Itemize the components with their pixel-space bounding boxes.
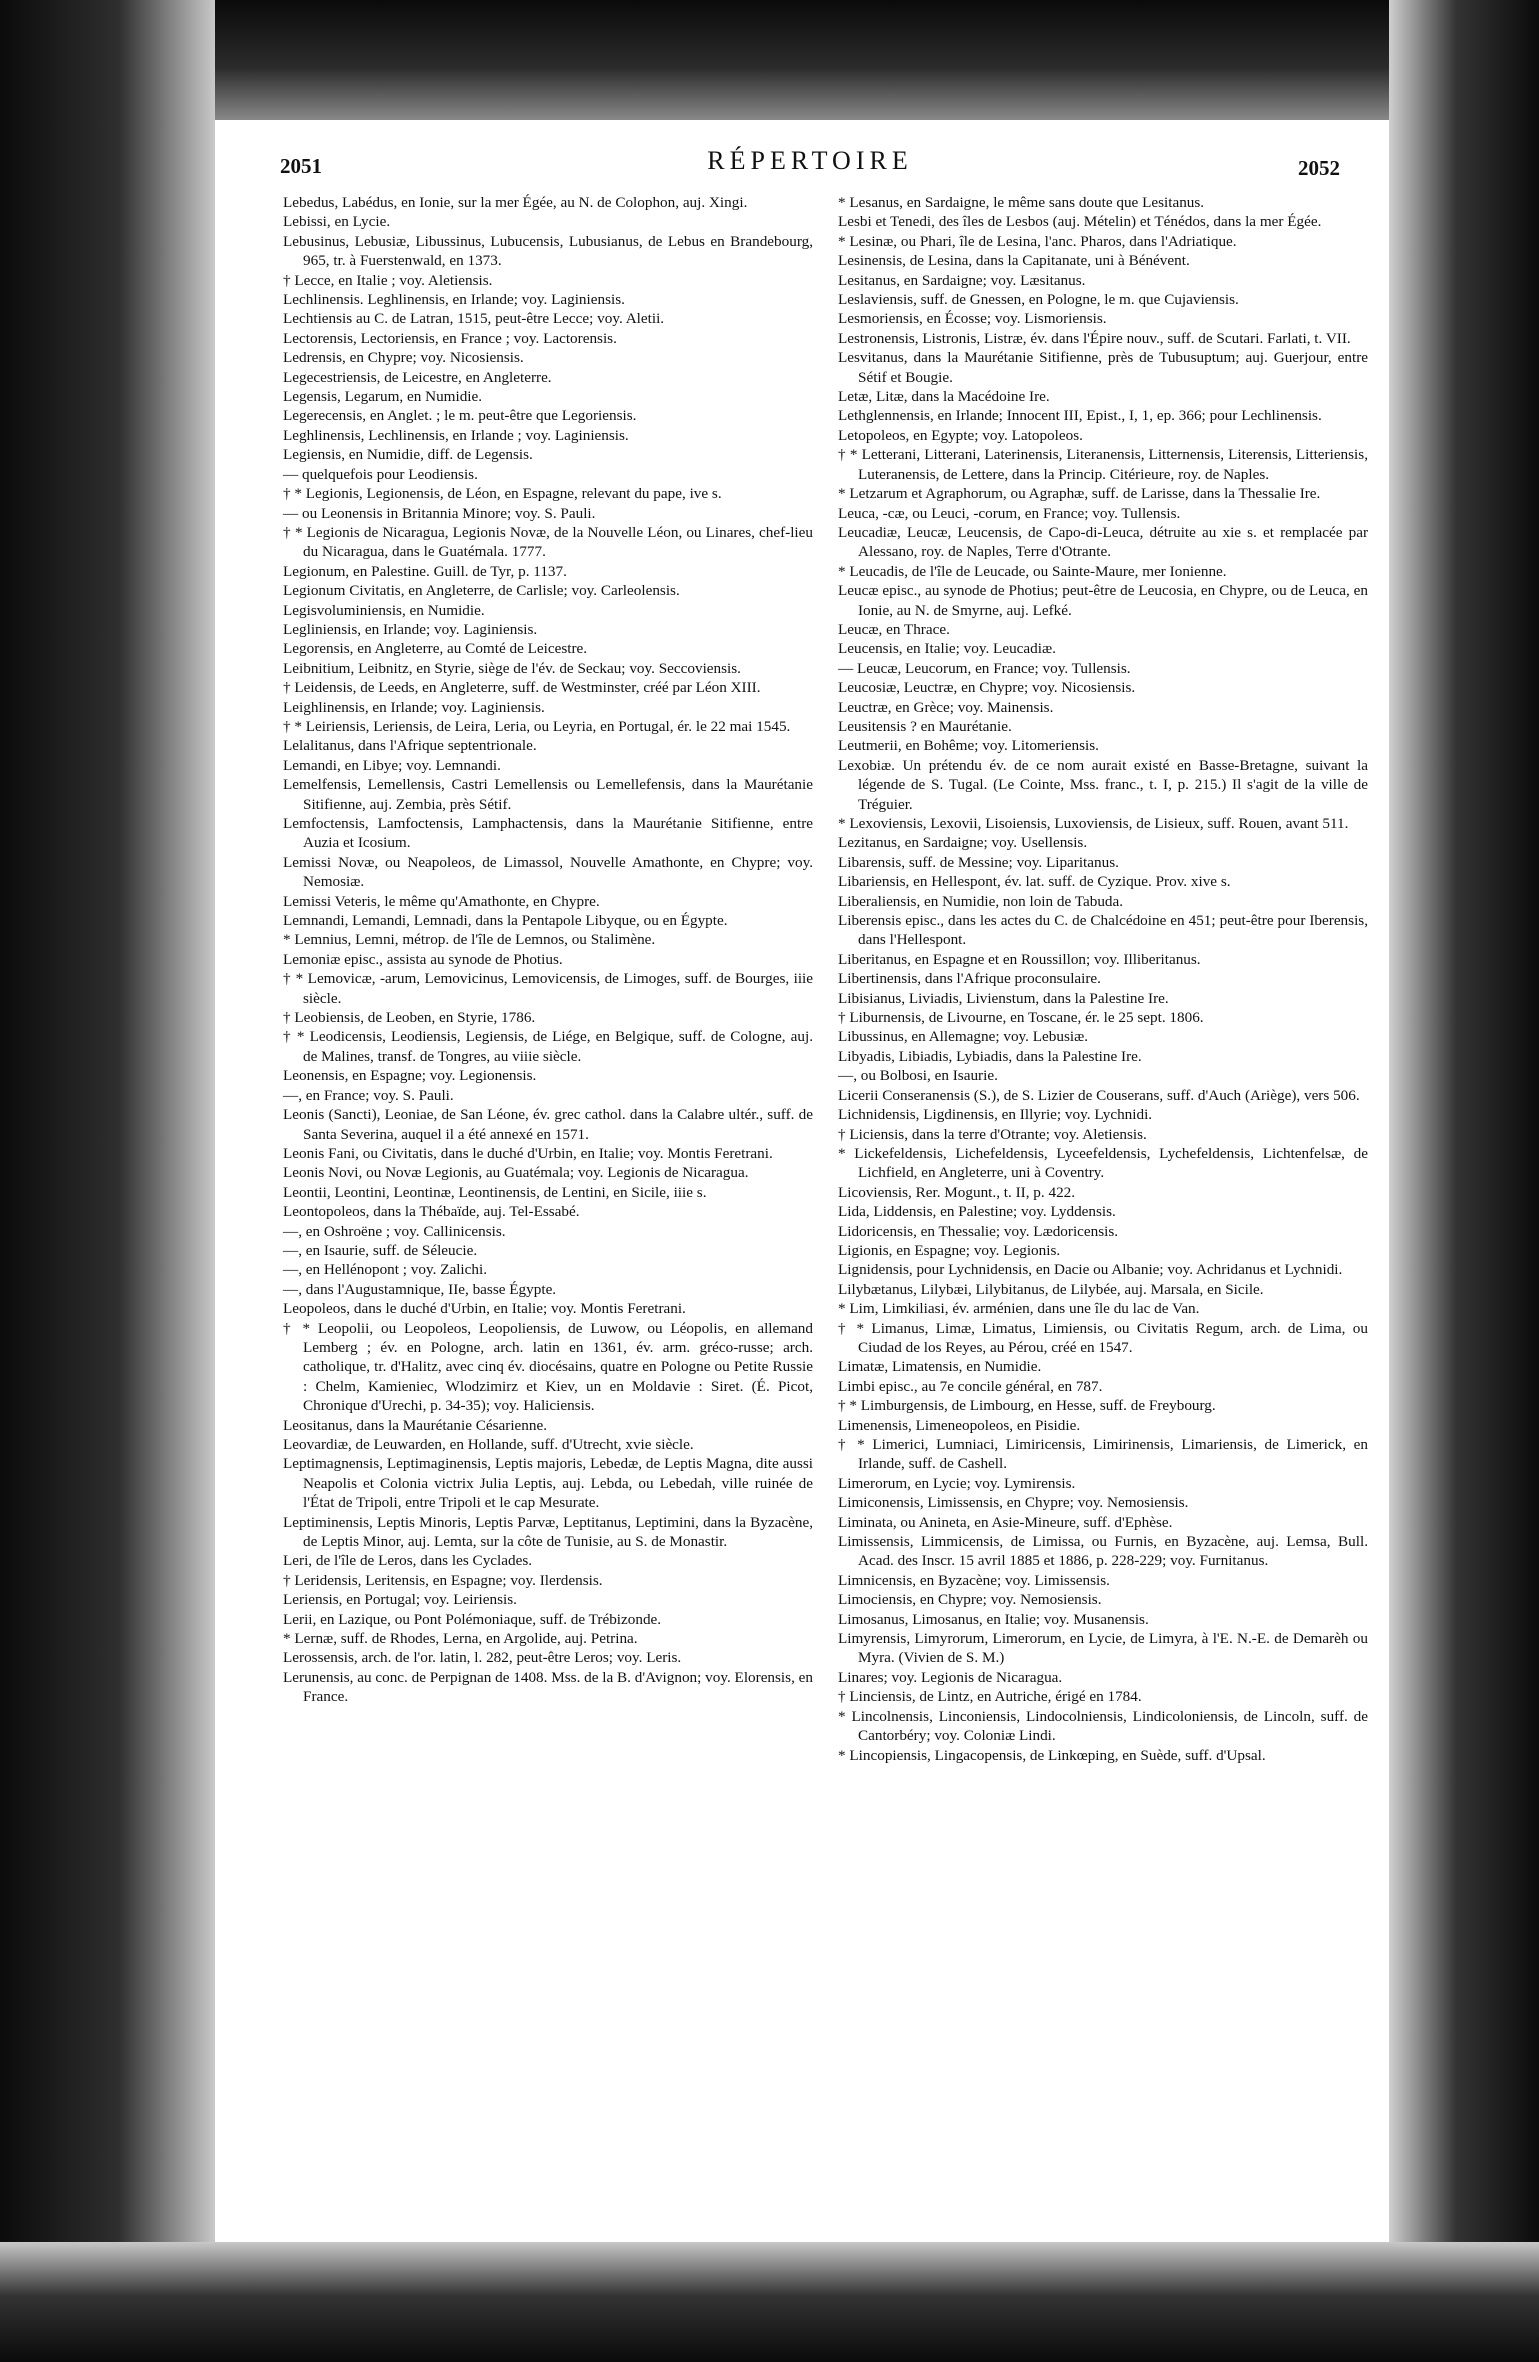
index-entry: Leonensis, en Espagne; voy. Legionensis. [283, 1067, 537, 1085]
index-entry: Lechlinensis. Leghlinensis, en Irlande; voy. Laginiensis. [283, 291, 625, 309]
index-entry: Ligionis, en Espagne; voy. Legionis. [838, 1241, 1061, 1259]
index-entry: * Lincolnensis, Linconiensis, Lindocolniensis, Lindicoloniensis, de Lincoln, suff. de Cantorbéry; voy. Coloniæ Lindi. [838, 1707, 1368, 1745]
index-entry: Liberaliensis, en Numidie, non loin de Tabuda. [838, 892, 1124, 910]
index-entry: Lesmoriensis, en Écosse; voy. Lismoriensis. [838, 310, 1107, 328]
index-entry: Leutmerii, en Bohême; voy. Litomeriensis. [838, 737, 1099, 755]
index-entry: Limiconensis, Limissensis, en Chypre; voy. Nemosiensis. [838, 1494, 1189, 1512]
index-entry: Limatæ, Limatensis, en Numidie. [838, 1358, 1042, 1376]
index-entry: Lestronensis, Listronis, Listræ, év. dans l'Épire nouv., suff. de Scutari. Farlati, t. VII. [838, 329, 1351, 347]
index-entry: Lemissi Novæ, ou Neapoleos, de Limassol, Nouvelle Amathonte, en Chypre; voy. Nemosiæ. [283, 853, 813, 891]
index-entry: Lemandi, en Libye; voy. Lemnandi. [283, 756, 501, 774]
index-entry: Lesinensis, de Lesina, dans la Capitanate, uni à Bénévent. [838, 252, 1190, 270]
index-entry: Limenensis, Limeneopoleos, en Pisidie. [838, 1416, 1081, 1434]
index-entry: — quelquefois pour Leodiensis. [283, 465, 478, 483]
index-entry: Libarensis, suff. de Messine; voy. Liparitanus. [838, 853, 1119, 871]
index-entry: Libisianus, Liviadis, Livienstum, dans la Palestine Ire. [838, 989, 1169, 1007]
index-entry: † * Letterani, Litterani, Laterinensis, Literanensis, Litternensis, Literensis, Litteriensis, Luteranensis, de Lettere, dans la Princip. Citérieure, roy. de Naples. [838, 446, 1368, 483]
index-entry: † Leobiensis, de Leoben, en Styrie, 1786. [283, 1009, 536, 1027]
index-entry: Leghlinensis, Lechlinensis, en Irlande ; voy. Laginiensis. [283, 426, 629, 444]
index-entry: Lilybætanus, Lilybæi, Lilybitanus, de Lilybée, auj. Marsala, en Sicile. [838, 1280, 1264, 1298]
index-entry: Lemoniæ episc., assista au synode de Photius. [283, 950, 563, 968]
index-entry: Lesbi et Tenedi, des îles de Lesbos (auj. Mételin) et Ténédos, dans la mer Égée. [838, 213, 1322, 231]
index-entry: Leptimagnensis, Leptimaginensis, Leptis majoris, Lebedæ, de Leptis Magna, dite aussi Neapolis et Colonia victrix Julia Leptis, auj. Lebda, ou Lebedah, ville ruinée de l'État de Tripoli, entre Tripoli et le cap Mesurate. [283, 1455, 813, 1512]
index-entry: Lebedus, Labédus, en Ionie, sur la mer Égée, au N. de Colophon, auj. Xingi. [283, 194, 748, 211]
index-entry: Licoviensis, Rer. Mogunt., t. II, p. 422. [838, 1183, 1076, 1201]
index-entry: —, en France; voy. S. Pauli. [283, 1086, 454, 1104]
index-entry: Libyadis, Libiadis, Lybiadis, dans la Palestine Ire. [838, 1047, 1142, 1065]
index-entry: Leontii, Leontini, Leontinæ, Leontinensis, de Lentini, en Sicile, iiie s. [283, 1183, 707, 1201]
index-entry: Limyrensis, Limyrorum, Limerorum, en Lycie, de Limyra, à l'E. N.-E. de Demarèh ou Myra. (Vivien de S. M.) [838, 1630, 1368, 1667]
index-entry: * Lesinæ, ou Phari, île de Lesina, l'anc. Pharos, dans l'Adriatique. [838, 232, 1237, 250]
index-entry: † * Legionis de Nicaragua, Legionis Novæ, de la Nouvelle Léon, ou Linares, chef-lieu du Nicaragua, dans le Guatémala. 1777. [283, 523, 813, 561]
index-entry: Lebissi, en Lycie. [283, 213, 391, 231]
page-sheet [215, 120, 1389, 2242]
index-entry: Leucosiæ, Leuctræ, en Chypre; voy. Nicosiensis. [838, 679, 1136, 697]
index-entry: † Leridensis, Leritensis, en Espagne; voy. Ilerdensis. [283, 1571, 603, 1589]
index-entry: Leuca, -cæ, ou Leuci, -corum, en France; voy. Tullensis. [838, 504, 1181, 522]
index-entry: Legionum Civitatis, en Angleterre, de Carlisle; voy. Carleolensis. [283, 582, 680, 600]
index-entry: Leusitensis ? en Maurétanie. [838, 717, 1012, 735]
index-entry: Liminata, ou Anineta, en Asie-Mineure, suff. d'Ephèse. [838, 1513, 1173, 1531]
index-entry: Lerunensis, au conc. de Perpignan de 1408. Mss. de la B. d'Avignon; voy. Elorensis, en France. [283, 1668, 813, 1706]
page-number-right: 2052 [1298, 156, 1340, 180]
scan-border-left [0, 0, 215, 2362]
index-entry: † * Leodicensis, Leodiensis, Legiensis, de Liége, en Belgique, suff. de Cologne, auj. de Malines, transf. de Tongres, au viiie siècle. [283, 1028, 813, 1065]
index-entry: — Leucæ, Leucorum, en France; voy. Tullensis. [838, 659, 1131, 677]
index-entry: Legensis, Legarum, en Numidie. [283, 388, 483, 406]
index-entry: Libertinensis, dans l'Afrique proconsulaire. [838, 970, 1101, 988]
index-entry: Limissensis, Limmicensis, de Limissa, ou Furnis, en Byzacène, auj. Lemsa, Bull. Acad. des Inscr. 15 avril 1885 et 1886, p. 228-229; voy. Furnitanus. [838, 1533, 1368, 1570]
index-entry: Lemelfensis, Lemellensis, Castri Lemellensis ou Lemellefensis, dans la Maurétanie Sitifienne, auj. Zembia, près Sétif. [283, 776, 813, 813]
index-entry: * Lesanus, en Sardaigne, le même sans doute que Lesitanus. [838, 194, 1205, 211]
index-entry: Leptiminensis, Leptis Minoris, Leptis Parvæ, Leptitanus, Leptimini, dans la Byzacène, de Leptis Minor, auj. Lemta, sur la côte de Tunisie, au S. de Monastir. [283, 1513, 813, 1551]
index-entry: † * Leopolii, ou Leopoleos, Leopoliensis, de Luwow, ou Léopolis, en allemand Lemberg ; év. en Pologne, arch. latin en 1361, év. arm. gréco-russe; arch. catholique, tr. d'Halitz, avec cinq év. diocésains, quatre en Pologne ou Petite Russie : Chelm, Kamieniec, Wlodzimirz et Kiev, un en Moldavie : Siret. (É. Picot, Chronique d'Urechi, p. 34-35); voy. Haliciensis. [283, 1319, 813, 1415]
index-entry: * Lexoviensis, Lexovii, Lisoiensis, Luxoviensis, de Lisieux, suff. Rouen, avant 511. [838, 815, 1349, 832]
index-entry: —, ou Bolbosi, en Isaurie. [838, 1067, 998, 1085]
index-entry: Lexobiæ. Un prétendu év. de ce nom aurait existé en Basse-Bretagne, suivant la légende de S. Tugal. (Le Cointe, Mss. franc., t. I, p. 215.) Il s'agit de la ville de Tréguier. [838, 756, 1368, 813]
index-entry: —, en Oshroëne ; voy. Callinicensis. [283, 1222, 506, 1240]
index-entry: Libussinus, en Allemagne; voy. Lebusiæ. [838, 1028, 1089, 1046]
index-entry: Lemfoctensis, Lamfoctensis, Lamphactensis, dans la Maurétanie Sitifienne, entre Auzia et Icosium. [283, 815, 813, 852]
index-entry: Leucæ, en Thrace. [838, 620, 950, 638]
index-entry: —, en Isaurie, suff. de Séleucie. [283, 1241, 478, 1259]
index-entry: Legionum, en Palestine. Guill. de Tyr, p. 1137. [283, 562, 567, 580]
index-entry: Lerii, en Lazique, ou Pont Polémoniaque, suff. de Trébizonde. [283, 1610, 662, 1628]
index-entry: † Liburnensis, de Livourne, en Toscane, ér. le 25 sept. 1806. [838, 1009, 1204, 1027]
index-entry: Leucæ episc., au synode de Photius; peut-être de Leucosia, en Chypre, ou de Leuca, en Ionie, au N. de Smyrne, auj. Lefké. [838, 582, 1368, 619]
index-entry: Lignidensis, pour Lychnidensis, en Dacie ou Albanie; voy. Achridanus et Lychnidi. [838, 1261, 1343, 1279]
index-entry: Leonis Fani, ou Civitatis, dans le duché d'Urbin, en Italie; voy. Montis Feretrani. [283, 1144, 773, 1162]
index-entry: Legiensis, en Numidie, diff. de Legensis. [283, 446, 533, 464]
index-entry: Legliniensis, en Irlande; voy. Laginiensis. [283, 620, 538, 638]
index-entry: Lidoricensis, en Thessalie; voy. Lædoricensis. [838, 1222, 1119, 1240]
index-entry: Leositanus, dans la Maurétanie Césarienne. [283, 1416, 548, 1434]
index-entry: * Letzarum et Agraphorum, ou Agraphæ, suff. de Larisse, dans la Thessalie Ire. [838, 485, 1321, 503]
index-entry: Lectorensis, Lectoriensis, en France ; voy. Lactorensis. [283, 329, 617, 347]
index-entry: † Leidensis, de Leeds, en Angleterre, suff. de Westminster, créé par Léon XIII. [283, 679, 761, 697]
page-header [280, 140, 1340, 184]
index-entry: Leighlinensis, en Irlande; voy. Laginiensis. [283, 698, 545, 716]
index-entry: Ledrensis, en Chypre; voy. Nicosiensis. [283, 349, 524, 367]
index-entry: Lemnandi, Lemandi, Lemnadi, dans la Pentapole Libyque, ou en Égypte. [283, 912, 728, 930]
index-entry: Limosanus, Limosanus, en Italie; voy. Musanensis. [838, 1610, 1149, 1628]
index-entry: Leslaviensis, suff. de Gnessen, en Pologne, le m. que Cujaviensis. [838, 291, 1239, 309]
index-entry: Lebusinus, Lebusiæ, Libussinus, Lubucensis, Lubusianus, de Lebus en Brandebourg, 965, tr. à Fuerstenwald, en 1373. [283, 232, 813, 270]
index-entry: * Lim, Limkiliasi, év. arménien, dans une île du lac de Van. [838, 1300, 1200, 1318]
index-entry: † * Limerici, Lumniaci, Limiricensis, Limirinensis, Limariensis, de Limerick, en Irlande, suff. de Cashell. [838, 1436, 1368, 1473]
index-entry: Lesvitanus, dans la Maurétanie Sitifienne, près de Tubusuptum; auj. Guerjour, entre Sétif et Bougie. [838, 349, 1368, 386]
index-entry: Limnicensis, en Byzacène; voy. Limissensis. [838, 1571, 1110, 1589]
index-entry: Leucadiæ, Leucæ, Leucensis, de Capo-di-Leuca, détruite au xie s. et remplacée par Alessano, roy. de Naples, Terre d'Otrante. [838, 523, 1368, 561]
index-entry: —, dans l'Augustamnique, IIe, basse Égypte. [283, 1280, 557, 1298]
index-entry: Linares; voy. Legionis de Nicaragua. [838, 1668, 1063, 1686]
index-entry: * Lernæ, suff. de Rhodes, Lerna, en Argolide, auj. Petrina. [283, 1630, 638, 1648]
index-entry: † * Lemovicæ, -arum, Lemovicinus, Lemovicensis, de Limoges, suff. de Bourges, iiie siècle. [283, 970, 813, 1007]
index-entry: Lethglennensis, en Irlande; Innocent III, Epist., I, 1, ep. 366; pour Lechlinensis. [838, 407, 1322, 425]
index-entry: Leuctræ, en Grèce; voy. Mainensis. [838, 698, 1054, 716]
index-entry: Limociensis, en Chypre; voy. Nemosiensis. [838, 1591, 1102, 1609]
index-entry: Leovardiæ, de Leuwarden, en Hollande, suff. d'Utrecht, xvie siècle. [283, 1436, 694, 1453]
index-entry: Letopoleos, en Egypte; voy. Latopoleos. [838, 426, 1083, 444]
index-entry: Limerorum, en Lycie; voy. Lymirensis. [838, 1474, 1076, 1492]
index-entry: * Leucadis, de l'île de Leucade, ou Sainte-Maure, mer Ionienne. [838, 562, 1227, 580]
index-entry: Liberitanus, en Espagne et en Roussillon; voy. Illiberitanus. [838, 950, 1201, 968]
index-entry: † Lecce, en Italie ; voy. Aletiensis. [283, 271, 493, 289]
index-entry: Leonis Novi, ou Novæ Legionis, au Guatémala; voy. Legionis de Nicaragua. [283, 1164, 749, 1182]
index-entry: Lelalitanus, dans l'Afrique septentrionale. [283, 737, 537, 755]
index-entry: Leonis (Sancti), Leoniae, de San Léone, év. grec cathol. dans la Calabre ultér., suff. de Santa Severina, auquel il a été annexé en 1571. [283, 1106, 813, 1143]
index-entry: * Lincopiensis, Lingacopensis, de Linkœping, en Suède, suff. d'Upsal. [838, 1746, 1266, 1764]
index-entry: † * Limanus, Limæ, Limatus, Limiensis, ou Civitatis Regum, arch. de Lima, ou Ciudad de los Reyes, au Pérou, créé en 1547. [838, 1319, 1368, 1356]
index-entry: Liberensis episc., dans les actes du C. de Chalcédoine en 451; peut-être pour Iberensis, dans l'Hellespont. [838, 912, 1368, 949]
index-entry: Lida, Liddensis, en Palestine; voy. Lyddensis. [838, 1203, 1116, 1221]
index-entry: Legerecensis, en Anglet. ; le m. peut-être que Legoriensis. [283, 407, 637, 425]
scan-border-right [1389, 0, 1539, 2362]
index-entry: Legecestriensis, de Leicestre, en Angleterre. [283, 368, 552, 386]
index-entry: Libariensis, en Hellespont, év. lat. suff. de Cyzique. Prov. xive s. [838, 873, 1231, 891]
index-entry: Leibnitium, Leibnitz, en Styrie, siège de l'év. de Seckau; voy. Seccoviensis. [283, 659, 741, 677]
page-number-left: 2051 [280, 154, 322, 178]
index-entry: Lichnidensis, Ligdinensis, en Illyrie; voy. Lychnidi. [838, 1106, 1153, 1124]
scan-border-bottom [0, 2242, 1539, 2362]
index-entry: — ou Leonensis in Britannia Minore; voy. S. Pauli. [283, 504, 596, 522]
index-entry: Leri, de l'île de Leros, dans les Cyclades. [283, 1552, 533, 1570]
index-entry: † * Limburgensis, de Limbourg, en Hesse, suff. de Freybourg. [838, 1397, 1216, 1415]
index-entry: Leopoleos, dans le duché d'Urbin, en Italie; voy. Montis Feretrani. [283, 1300, 686, 1318]
index-entry: Lemissi Veteris, le même qu'Amathonte, en Chypre. [283, 892, 600, 910]
right-column [838, 193, 1368, 1765]
index-entry: * Lickefeldensis, Lichefeldensis, Lyceefeldensis, Lychefeldensis, Lichtenfelsæ, de Lichfield, en Angleterre, uni à Coventry. [838, 1144, 1368, 1182]
index-entry: † * Legionis, Legionensis, de Léon, en Espagne, relevant du pape, ive s. [283, 485, 722, 503]
running-title: RÉPERTOIRE [707, 146, 913, 175]
index-entry: Legorensis, en Angleterre, au Comté de Leicestre. [283, 640, 588, 658]
index-entry: Leucensis, en Italie; voy. Leucadiæ. [838, 640, 1056, 658]
index-entry: Lechtiensis au C. de Latran, 1515, peut-être Lecce; voy. Aletii. [283, 310, 665, 328]
index-entry: Lezitanus, en Sardaigne; voy. Usellensis. [838, 834, 1088, 852]
index-entry: Lerossensis, arch. de l'or. latin, l. 282, peut-être Leros; voy. Leris. [283, 1649, 682, 1667]
index-entry: Leontopoleos, dans la Thébaïde, auj. Tel-Essabé. [283, 1203, 580, 1221]
index-entry: Letæ, Litæ, dans la Macédoine Ire. [838, 388, 1050, 406]
index-entry: Legisvoluminiensis, en Numidie. [283, 601, 485, 619]
index-entry: † * Leiriensis, Leriensis, de Leira, Leria, ou Leyria, en Portugal, ér. le 22 mai 1545. [283, 717, 791, 735]
index-entry: Leriensis, en Portugal; voy. Leiriensis. [283, 1591, 517, 1609]
index-entry: † Linciensis, de Lintz, en Autriche, érigé en 1784. [838, 1688, 1142, 1706]
index-entry: * Lemnius, Lemni, métrop. de l'île de Lemnos, ou Stalimène. [283, 931, 656, 949]
left-column [283, 193, 813, 1707]
index-entry: —, en Hellénopont ; voy. Zalichi. [283, 1261, 487, 1279]
index-entry: Licerii Conseranensis (S.), de S. Lizier de Couserans, suff. d'Auch (Ariège), vers 506. [838, 1086, 1360, 1104]
index-entry: Limbi episc., au 7e concile général, en 787. [838, 1377, 1103, 1395]
index-entry: Lesitanus, en Sardaigne; voy. Læsitanus. [838, 271, 1086, 289]
index-entry: † Liciensis, dans la terre d'Otrante; voy. Aletiensis. [838, 1125, 1147, 1143]
